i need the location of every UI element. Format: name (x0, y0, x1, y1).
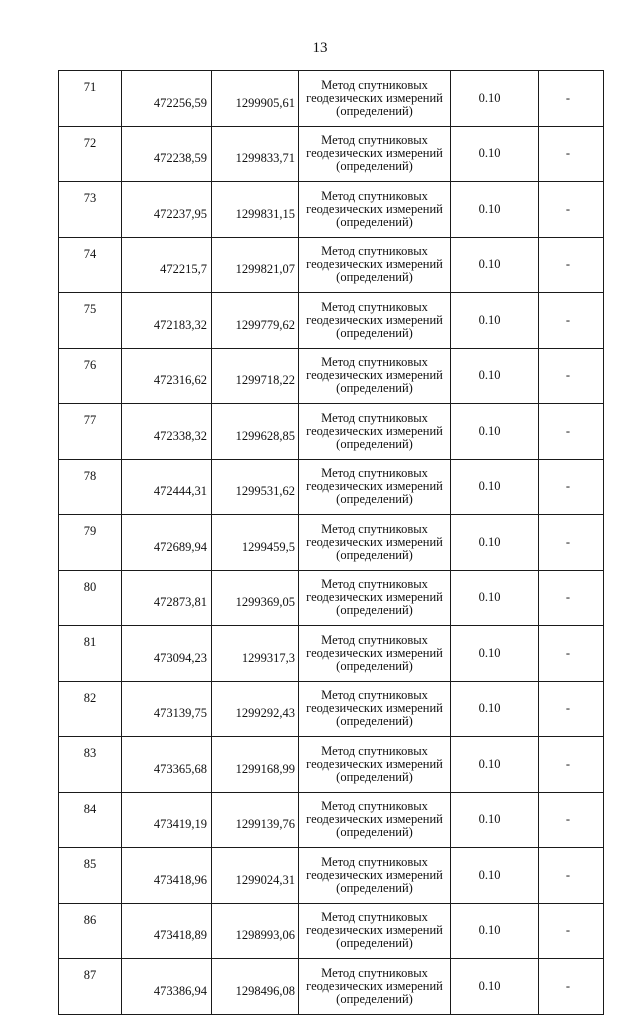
coordinate-x-cell: 472338,32 (122, 404, 212, 460)
method-cell (299, 959, 451, 1015)
coordinate-x-cell: 473386,94 (122, 959, 212, 1015)
dash-cell: - (539, 404, 604, 460)
coordinates-table (58, 70, 604, 1015)
accuracy-cell: 0.10 (451, 792, 539, 848)
method-cell (299, 182, 451, 238)
dash-cell: - (539, 459, 604, 515)
method-line: (определений) (336, 825, 413, 840)
method-cell (299, 626, 451, 682)
accuracy-cell: 0.10 (451, 848, 539, 904)
method-line: Метод спутниковых (321, 355, 428, 370)
method-line: геодезических измерений (306, 645, 443, 660)
method-cell (299, 570, 451, 626)
table-row (59, 903, 604, 959)
dash-cell: - (539, 515, 604, 571)
point-number-cell: 87 (59, 959, 122, 1015)
coordinates-table-body (59, 71, 604, 1015)
table-row (59, 626, 604, 682)
accuracy-cell: 0.10 (451, 71, 539, 127)
coordinate-y-cell: 1299139,76 (212, 792, 299, 848)
coordinate-x-cell: 473419,19 (122, 792, 212, 848)
table-row (59, 737, 604, 793)
table-row (59, 515, 604, 571)
coordinate-y-cell: 1299628,85 (212, 404, 299, 460)
method-line: геодезических измерений (306, 812, 443, 827)
method-line: (определений) (336, 547, 413, 562)
table-row (59, 126, 604, 182)
table-row (59, 570, 604, 626)
method-line: (определений) (336, 936, 413, 951)
point-number-cell: 77 (59, 404, 122, 460)
page-number: 13 (312, 40, 328, 56)
dash-cell: - (539, 626, 604, 682)
coordinate-y-cell: 1299779,62 (212, 293, 299, 349)
method-line: геодезических измерений (306, 534, 443, 549)
coordinate-y-cell: 1299718,22 (212, 348, 299, 404)
method-cell (299, 348, 451, 404)
method-line: Метод спутниковых (321, 410, 428, 425)
method-line: Метод спутниковых (321, 910, 428, 925)
accuracy-cell: 0.10 (451, 681, 539, 737)
method-line: геодезических измерений (306, 201, 443, 216)
method-line: Метод спутниковых (321, 577, 428, 592)
coordinate-x-cell: 473365,68 (122, 737, 212, 793)
point-number-cell: 80 (59, 570, 122, 626)
method-line: Метод спутниковых (321, 188, 428, 203)
method-line: геодезических измерений (306, 590, 443, 605)
point-number-cell: 75 (59, 293, 122, 349)
dash-cell: - (539, 737, 604, 793)
table-row (59, 459, 604, 515)
accuracy-cell: 0.10 (451, 348, 539, 404)
point-number-cell: 76 (59, 348, 122, 404)
accuracy-cell: 0.10 (451, 903, 539, 959)
method-cell (299, 404, 451, 460)
method-cell (299, 126, 451, 182)
dash-cell: - (539, 848, 604, 904)
method-line: (определений) (336, 159, 413, 174)
accuracy-cell: 0.10 (451, 237, 539, 293)
dash-cell: - (539, 681, 604, 737)
coordinate-x-cell: 472215,7 (122, 237, 212, 293)
table-row (59, 71, 604, 127)
method-line: (определений) (336, 769, 413, 784)
point-number-cell: 71 (59, 71, 122, 127)
method-line: геодезических измерений (306, 423, 443, 438)
method-line: Метод спутниковых (321, 854, 428, 869)
dash-cell: - (539, 959, 604, 1015)
accuracy-cell: 0.10 (451, 459, 539, 515)
method-line: геодезических измерений (306, 479, 443, 494)
coordinate-x-cell: 472238,59 (122, 126, 212, 182)
method-line: геодезических измерений (306, 978, 443, 993)
method-line: (определений) (336, 103, 413, 118)
coordinate-x-cell: 473094,23 (122, 626, 212, 682)
accuracy-cell: 0.10 (451, 126, 539, 182)
method-line: (определений) (336, 381, 413, 396)
method-line: Метод спутниковых (321, 688, 428, 703)
point-number-cell: 82 (59, 681, 122, 737)
coordinate-y-cell: 1299821,07 (212, 237, 299, 293)
point-number-cell: 85 (59, 848, 122, 904)
method-line: геодезических измерений (306, 257, 443, 272)
method-line: (определений) (336, 603, 413, 618)
accuracy-cell: 0.10 (451, 515, 539, 571)
coordinate-y-cell: 1299531,62 (212, 459, 299, 515)
method-line: (определений) (336, 991, 413, 1006)
dash-cell: - (539, 903, 604, 959)
coordinate-y-cell: 1299168,99 (212, 737, 299, 793)
method-line: (определений) (336, 492, 413, 507)
table-row (59, 404, 604, 460)
coordinate-y-cell: 1299833,71 (212, 126, 299, 182)
coordinate-x-cell: 473139,75 (122, 681, 212, 737)
point-number-cell: 84 (59, 792, 122, 848)
table-row (59, 293, 604, 349)
method-line: (определений) (336, 880, 413, 895)
method-line: Метод спутниковых (321, 466, 428, 481)
method-cell (299, 237, 451, 293)
method-line: Метод спутниковых (321, 299, 428, 314)
accuracy-cell: 0.10 (451, 404, 539, 460)
method-line: геодезических измерений (306, 867, 443, 882)
table-row (59, 959, 604, 1015)
accuracy-cell: 0.10 (451, 737, 539, 793)
coordinate-y-cell: 1298496,08 (212, 959, 299, 1015)
table-row (59, 348, 604, 404)
coordinate-x-cell: 472873,81 (122, 570, 212, 626)
table-row (59, 681, 604, 737)
method-cell (299, 903, 451, 959)
method-line: Метод спутниковых (321, 133, 428, 148)
method-line: геодезических измерений (306, 368, 443, 383)
accuracy-cell: 0.10 (451, 626, 539, 682)
method-cell (299, 792, 451, 848)
coordinate-y-cell: 1299317,3 (212, 626, 299, 682)
method-line: геодезических измерений (306, 923, 443, 938)
method-line: геодезических измерений (306, 90, 443, 105)
method-line: (определений) (336, 436, 413, 451)
dash-cell: - (539, 71, 604, 127)
dash-cell: - (539, 182, 604, 238)
method-line: (определений) (336, 714, 413, 729)
method-line: Метод спутниковых (321, 799, 428, 814)
point-number-cell: 83 (59, 737, 122, 793)
point-number-cell: 79 (59, 515, 122, 571)
table-row (59, 792, 604, 848)
dash-cell: - (539, 792, 604, 848)
dash-cell: - (539, 126, 604, 182)
method-line: Метод спутниковых (321, 77, 428, 92)
method-line: Метод спутниковых (321, 743, 428, 758)
method-cell (299, 71, 451, 127)
point-number-cell: 78 (59, 459, 122, 515)
coordinate-y-cell: 1299369,05 (212, 570, 299, 626)
method-line: (определений) (336, 214, 413, 229)
method-cell (299, 515, 451, 571)
coordinate-x-cell: 472444,31 (122, 459, 212, 515)
method-line: (определений) (336, 658, 413, 673)
coordinate-x-cell: 472237,95 (122, 182, 212, 238)
table-row (59, 237, 604, 293)
table-row (59, 182, 604, 238)
point-number-cell: 73 (59, 182, 122, 238)
coordinate-x-cell: 472316,62 (122, 348, 212, 404)
coordinate-y-cell: 1299905,61 (212, 71, 299, 127)
method-line: (определений) (336, 325, 413, 340)
method-line: геодезических измерений (306, 312, 443, 327)
method-cell (299, 848, 451, 904)
method-line: Метод спутниковых (321, 965, 428, 980)
method-line: (определений) (336, 270, 413, 285)
coordinate-y-cell: 1299292,43 (212, 681, 299, 737)
table-row (59, 848, 604, 904)
coordinate-y-cell: 1299024,31 (212, 848, 299, 904)
point-number-cell: 74 (59, 237, 122, 293)
method-line: геодезических измерений (306, 146, 443, 161)
point-number-cell: 81 (59, 626, 122, 682)
coordinate-y-cell: 1298993,06 (212, 903, 299, 959)
coordinate-x-cell: 472689,94 (122, 515, 212, 571)
accuracy-cell: 0.10 (451, 182, 539, 238)
point-number-cell: 86 (59, 903, 122, 959)
dash-cell: - (539, 293, 604, 349)
method-cell (299, 737, 451, 793)
coordinate-y-cell: 1299459,5 (212, 515, 299, 571)
method-cell (299, 681, 451, 737)
dash-cell: - (539, 237, 604, 293)
method-cell (299, 293, 451, 349)
coordinate-x-cell: 473418,89 (122, 903, 212, 959)
dash-cell: - (539, 348, 604, 404)
method-line: геодезических измерений (306, 756, 443, 771)
method-cell (299, 459, 451, 515)
method-line: Метод спутниковых (321, 521, 428, 536)
coordinate-x-cell: 472183,32 (122, 293, 212, 349)
point-number-cell: 72 (59, 126, 122, 182)
coordinate-y-cell: 1299831,15 (212, 182, 299, 238)
coordinate-x-cell: 473418,96 (122, 848, 212, 904)
method-line: геодезических измерений (306, 701, 443, 716)
dash-cell: - (539, 570, 604, 626)
method-line: Метод спутниковых (321, 632, 428, 647)
coordinate-x-cell: 472256,59 (122, 71, 212, 127)
accuracy-cell: 0.10 (451, 959, 539, 1015)
accuracy-cell: 0.10 (451, 293, 539, 349)
method-line: Метод спутниковых (321, 244, 428, 259)
accuracy-cell: 0.10 (451, 570, 539, 626)
